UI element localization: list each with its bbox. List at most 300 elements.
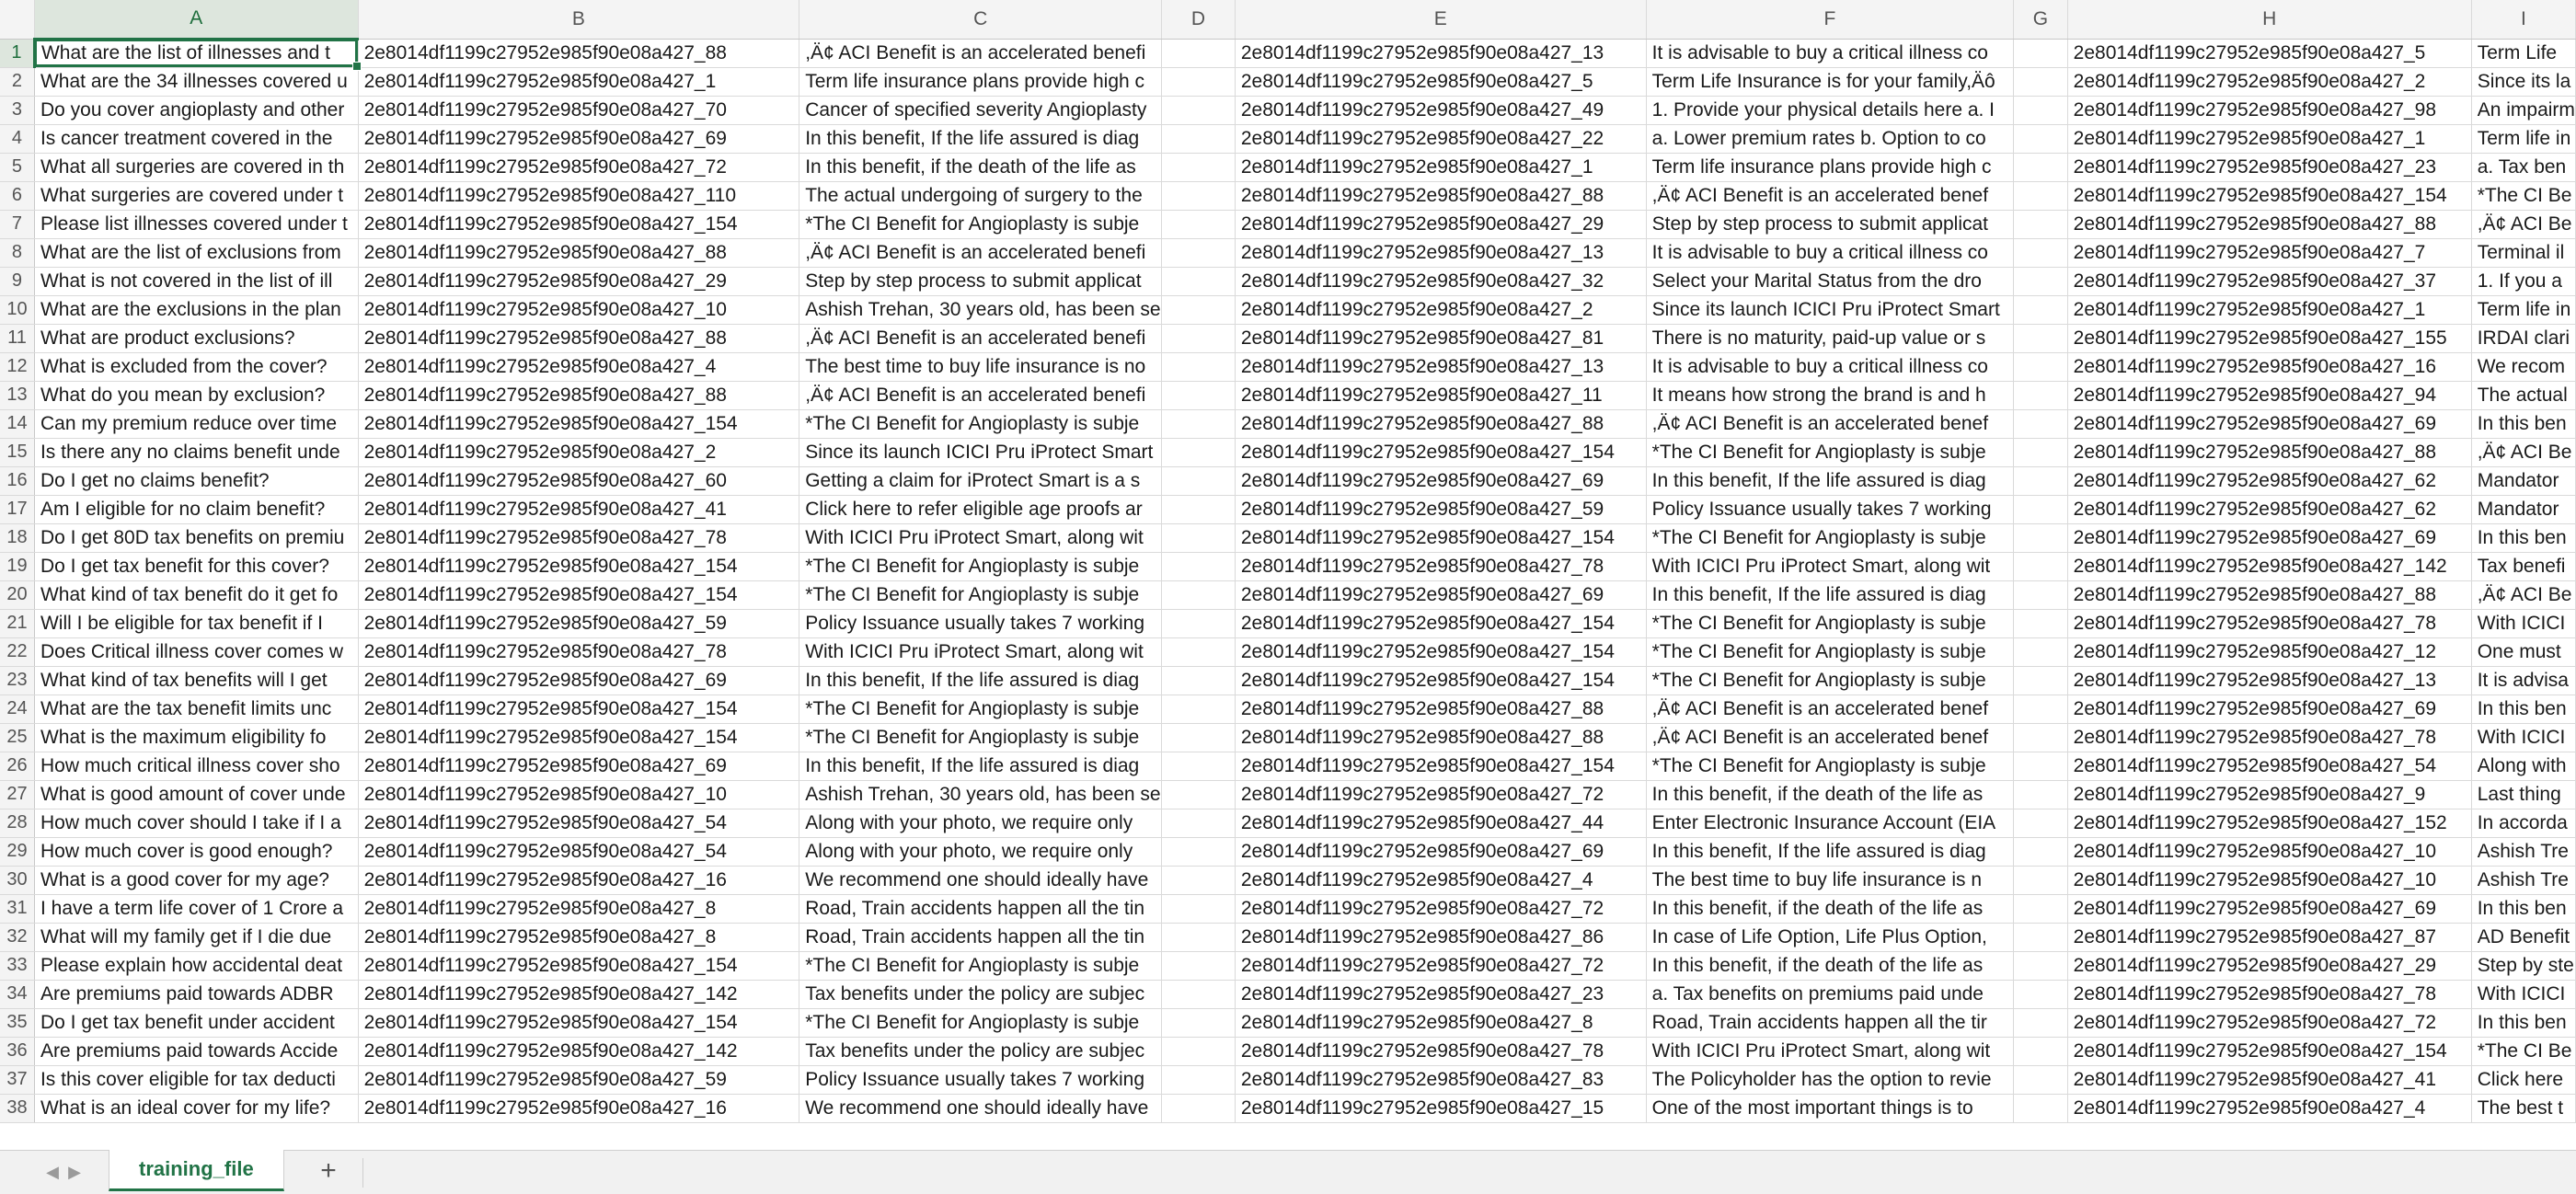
row-header[interactable]: 24 xyxy=(0,695,34,723)
cell[interactable]: 2e8014df1199c27952e985f90e08a427_32 xyxy=(1235,267,1646,295)
cell[interactable] xyxy=(1162,124,1236,153)
cell[interactable]: Are premiums paid towards Accide xyxy=(34,1037,358,1065)
cell[interactable]: 2e8014df1199c27952e985f90e08a427_41 xyxy=(2067,1065,2471,1094)
cell[interactable]: 2e8014df1199c27952e985f90e08a427_54 xyxy=(2067,752,2471,780)
cell[interactable] xyxy=(1162,153,1236,181)
cell[interactable]: Term life insurance plans provide high c xyxy=(1646,153,2013,181)
cell[interactable]: Mandator xyxy=(2471,495,2575,523)
cell[interactable]: What will my family get if I die due xyxy=(34,923,358,951)
cell[interactable]: With ICICI Pru iProtect Smart, along wit xyxy=(799,637,1162,666)
cell[interactable]: 2e8014df1199c27952e985f90e08a427_54 xyxy=(358,837,799,866)
cell[interactable] xyxy=(2014,181,2068,210)
cell[interactable]: 2e8014df1199c27952e985f90e08a427_155 xyxy=(2067,324,2471,352)
column-header-g[interactable]: G xyxy=(2014,0,2068,39)
cell[interactable] xyxy=(1162,1008,1236,1037)
cell[interactable]: 2e8014df1199c27952e985f90e08a427_154 xyxy=(2067,181,2471,210)
cell[interactable] xyxy=(2014,752,2068,780)
cell[interactable]: Term Life Insurance is for your family,Äô xyxy=(1646,67,2013,96)
select-all-corner[interactable] xyxy=(0,0,34,39)
cell[interactable]: 2e8014df1199c27952e985f90e08a427_4 xyxy=(1235,866,1646,894)
cell[interactable]: Tax benefi xyxy=(2471,552,2575,580)
cell[interactable] xyxy=(1162,951,1236,980)
cell[interactable]: What do you mean by exclusion? xyxy=(34,381,358,409)
row-header[interactable]: 2 xyxy=(0,67,34,96)
cell[interactable]: 2e8014df1199c27952e985f90e08a427_88 xyxy=(2067,210,2471,238)
cell[interactable]: 1. If you a xyxy=(2471,267,2575,295)
cell[interactable]: In case of Life Option, Life Plus Option, xyxy=(1646,923,2013,951)
row-header[interactable]: 13 xyxy=(0,381,34,409)
cell[interactable]: 2e8014df1199c27952e985f90e08a427_88 xyxy=(358,39,799,67)
cell[interactable] xyxy=(1162,1065,1236,1094)
cell[interactable]: Step by step process to submit applicat xyxy=(1646,210,2013,238)
cell[interactable]: 2e8014df1199c27952e985f90e08a427_41 xyxy=(358,495,799,523)
cell[interactable] xyxy=(1162,580,1236,609)
cell[interactable]: *The CI Benefit for Angioplasty is subje xyxy=(1646,438,2013,466)
cell[interactable] xyxy=(2014,466,2068,495)
chevron-right-icon[interactable]: ▶ xyxy=(68,1163,81,1181)
cell[interactable]: Ashish Tre xyxy=(2471,866,2575,894)
cell[interactable]: 2e8014df1199c27952e985f90e08a427_22 xyxy=(1235,124,1646,153)
cell[interactable]: 2e8014df1199c27952e985f90e08a427_154 xyxy=(1235,637,1646,666)
cell[interactable]: 2e8014df1199c27952e985f90e08a427_13 xyxy=(1235,352,1646,381)
cell[interactable]: 2e8014df1199c27952e985f90e08a427_8 xyxy=(358,923,799,951)
cell[interactable]: 2e8014df1199c27952e985f90e08a427_88 xyxy=(1235,723,1646,752)
cell[interactable]: 2e8014df1199c27952e985f90e08a427_5 xyxy=(2067,39,2471,67)
cell[interactable]: Does Critical illness cover comes w xyxy=(34,637,358,666)
column-header-f[interactable]: F xyxy=(1646,0,2013,39)
cell[interactable]: 2e8014df1199c27952e985f90e08a427_16 xyxy=(2067,352,2471,381)
cell[interactable]: Is cancer treatment covered in the xyxy=(34,124,358,153)
cell[interactable]: AD Benefit xyxy=(2471,923,2575,951)
row-header[interactable]: 31 xyxy=(0,894,34,923)
cell[interactable] xyxy=(2014,923,2068,951)
cell[interactable] xyxy=(1162,752,1236,780)
cell[interactable]: Do you cover angioplasty and other xyxy=(34,96,358,124)
cell[interactable]: 2e8014df1199c27952e985f90e08a427_54 xyxy=(358,809,799,837)
cell[interactable]: Ashish Tre xyxy=(2471,837,2575,866)
cell[interactable]: 2e8014df1199c27952e985f90e08a427_154 xyxy=(1235,666,1646,695)
cell[interactable]: *The CI Be xyxy=(2471,181,2575,210)
cell[interactable]: 2e8014df1199c27952e985f90e08a427_69 xyxy=(1235,466,1646,495)
cell[interactable] xyxy=(1162,67,1236,96)
cell[interactable]: 2e8014df1199c27952e985f90e08a427_78 xyxy=(2067,723,2471,752)
cell[interactable] xyxy=(2014,723,2068,752)
cell[interactable]: Policy Issuance usually takes 7 working xyxy=(1646,495,2013,523)
cell[interactable]: 2e8014df1199c27952e985f90e08a427_88 xyxy=(358,238,799,267)
cell[interactable]: 2e8014df1199c27952e985f90e08a427_69 xyxy=(1235,837,1646,866)
cell[interactable] xyxy=(1162,238,1236,267)
cell[interactable]: 2e8014df1199c27952e985f90e08a427_10 xyxy=(2067,866,2471,894)
cell[interactable]: 2e8014df1199c27952e985f90e08a427_88 xyxy=(2067,580,2471,609)
row-header[interactable]: 14 xyxy=(0,409,34,438)
row-header[interactable]: 12 xyxy=(0,352,34,381)
cell[interactable]: 2e8014df1199c27952e985f90e08a427_12 xyxy=(2067,637,2471,666)
cell[interactable]: Term life in xyxy=(2471,295,2575,324)
cell[interactable]: With ICICI Pru iProtect Smart, along wit xyxy=(1646,1037,2013,1065)
cell[interactable]: a. Tax ben xyxy=(2471,153,2575,181)
cell[interactable]: 2e8014df1199c27952e985f90e08a427_154 xyxy=(358,1008,799,1037)
cell[interactable]: Road, Train accidents happen all the tin xyxy=(799,894,1162,923)
cell[interactable] xyxy=(1162,552,1236,580)
cell[interactable]: ,Ä¢ ACI Benefit is an accelerated benefi xyxy=(799,39,1162,67)
cell[interactable] xyxy=(2014,1037,2068,1065)
cell[interactable]: The Policyholder has the option to revie xyxy=(1646,1065,2013,1094)
cell[interactable]: 2e8014df1199c27952e985f90e08a427_70 xyxy=(358,96,799,124)
cell[interactable]: 2e8014df1199c27952e985f90e08a427_88 xyxy=(1235,695,1646,723)
row-header[interactable]: 28 xyxy=(0,809,34,837)
cell[interactable]: 2e8014df1199c27952e985f90e08a427_2 xyxy=(2067,67,2471,96)
cell[interactable]: What surgeries are covered under t xyxy=(34,181,358,210)
cell[interactable]: 2e8014df1199c27952e985f90e08a427_29 xyxy=(1235,210,1646,238)
cell[interactable]: Do I get 80D tax benefits on premiu xyxy=(34,523,358,552)
cell[interactable]: *The CI Benefit for Angioplasty is subje xyxy=(799,552,1162,580)
cell[interactable]: 2e8014df1199c27952e985f90e08a427_37 xyxy=(2067,267,2471,295)
cell[interactable] xyxy=(2014,1094,2068,1122)
cell[interactable]: ,Ä¢ ACI Be xyxy=(2471,438,2575,466)
cell[interactable]: 2e8014df1199c27952e985f90e08a427_8 xyxy=(358,894,799,923)
cell[interactable]: Tax benefits under the policy are subjec xyxy=(799,980,1162,1008)
cell[interactable]: Do I get tax benefit for this cover? xyxy=(34,552,358,580)
cell[interactable]: *The CI Benefit for Angioplasty is subje xyxy=(1646,637,2013,666)
add-sheet-button[interactable]: + xyxy=(320,1155,337,1186)
cell[interactable]: 2e8014df1199c27952e985f90e08a427_154 xyxy=(358,552,799,580)
cell[interactable] xyxy=(1162,352,1236,381)
cell[interactable] xyxy=(2014,809,2068,837)
cell[interactable]: 2e8014df1199c27952e985f90e08a427_78 xyxy=(1235,552,1646,580)
cell[interactable] xyxy=(2014,695,2068,723)
cell[interactable]: 2e8014df1199c27952e985f90e08a427_62 xyxy=(2067,495,2471,523)
cell[interactable] xyxy=(2014,837,2068,866)
cell[interactable]: 2e8014df1199c27952e985f90e08a427_2 xyxy=(358,438,799,466)
cell[interactable]: 2e8014df1199c27952e985f90e08a427_154 xyxy=(358,580,799,609)
row-header[interactable]: 17 xyxy=(0,495,34,523)
cell[interactable]: In this ben xyxy=(2471,894,2575,923)
cell[interactable] xyxy=(2014,980,2068,1008)
cell[interactable]: 2e8014df1199c27952e985f90e08a427_78 xyxy=(358,637,799,666)
cell[interactable]: *The CI Benefit for Angioplasty is subje xyxy=(1646,609,2013,637)
cell[interactable]: 2e8014df1199c27952e985f90e08a427_5 xyxy=(1235,67,1646,96)
cell[interactable]: With ICICI xyxy=(2471,609,2575,637)
cell[interactable]: 2e8014df1199c27952e985f90e08a427_88 xyxy=(358,324,799,352)
cell[interactable]: Since its la xyxy=(2471,67,2575,96)
cell[interactable] xyxy=(1162,210,1236,238)
cell[interactable]: With ICICI xyxy=(2471,723,2575,752)
cell[interactable]: How much cover should I take if I a xyxy=(34,809,358,837)
cell[interactable]: 2e8014df1199c27952e985f90e08a427_142 xyxy=(358,980,799,1008)
column-header-d[interactable]: D xyxy=(1162,0,1236,39)
cell[interactable]: In this ben xyxy=(2471,695,2575,723)
cell[interactable]: 1. Provide your physical details here a. I xyxy=(1646,96,2013,124)
cell[interactable]: 2e8014df1199c27952e985f90e08a427_69 xyxy=(1235,580,1646,609)
cell[interactable] xyxy=(2014,951,2068,980)
cell[interactable] xyxy=(2014,67,2068,96)
cell[interactable]: a. Lower premium rates b. Option to co xyxy=(1646,124,2013,153)
cell[interactable]: One must xyxy=(2471,637,2575,666)
cell[interactable]: 2e8014df1199c27952e985f90e08a427_81 xyxy=(1235,324,1646,352)
cell[interactable] xyxy=(1162,780,1236,809)
cell[interactable]: Are premiums paid towards ADBR xyxy=(34,980,358,1008)
cell[interactable]: *The CI Benefit for Angioplasty is subje xyxy=(799,695,1162,723)
cell[interactable] xyxy=(1162,609,1236,637)
row-header[interactable]: 10 xyxy=(0,295,34,324)
cell[interactable] xyxy=(2014,637,2068,666)
cell[interactable]: 2e8014df1199c27952e985f90e08a427_16 xyxy=(358,866,799,894)
cell[interactable]: 2e8014df1199c27952e985f90e08a427_142 xyxy=(2067,552,2471,580)
cell[interactable]: 2e8014df1199c27952e985f90e08a427_29 xyxy=(358,267,799,295)
cell[interactable]: ,Ä¢ ACI Benefit is an accelerated benefi xyxy=(799,381,1162,409)
cell[interactable] xyxy=(1162,695,1236,723)
cell[interactable]: 2e8014df1199c27952e985f90e08a427_94 xyxy=(2067,381,2471,409)
row-header[interactable]: 18 xyxy=(0,523,34,552)
cell[interactable]: It means how strong the brand is and h xyxy=(1646,381,2013,409)
cell[interactable]: 2e8014df1199c27952e985f90e08a427_154 xyxy=(358,723,799,752)
cell[interactable]: *The CI Benefit for Angioplasty is subje xyxy=(799,951,1162,980)
cell[interactable]: Step by step process to submit applicat xyxy=(799,267,1162,295)
cell[interactable]: 2e8014df1199c27952e985f90e08a427_10 xyxy=(358,295,799,324)
cell[interactable] xyxy=(1162,324,1236,352)
cell[interactable]: Terminal il xyxy=(2471,238,2575,267)
active-cell[interactable]: What are the list of illnesses and t xyxy=(34,39,358,67)
cell[interactable]: 2e8014df1199c27952e985f90e08a427_10 xyxy=(2067,837,2471,866)
cell[interactable] xyxy=(1162,495,1236,523)
cell[interactable]: We recommend one should ideally have xyxy=(799,866,1162,894)
cell[interactable] xyxy=(2014,96,2068,124)
cell[interactable]: Am I eligible for no claim benefit? xyxy=(34,495,358,523)
cell[interactable]: I have a term life cover of 1 Crore a xyxy=(34,894,358,923)
cell[interactable]: 2e8014df1199c27952e985f90e08a427_87 xyxy=(2067,923,2471,951)
cell[interactable] xyxy=(2014,523,2068,552)
cell[interactable]: With ICICI Pru iProtect Smart, along wit xyxy=(1646,552,2013,580)
cell[interactable]: In this benefit, If the life assured is diag xyxy=(1646,466,2013,495)
cell[interactable]: 2e8014df1199c27952e985f90e08a427_44 xyxy=(1235,809,1646,837)
cell[interactable] xyxy=(2014,267,2068,295)
cell[interactable]: 2e8014df1199c27952e985f90e08a427_78 xyxy=(2067,980,2471,1008)
cell[interactable]: 2e8014df1199c27952e985f90e08a427_69 xyxy=(358,666,799,695)
cell[interactable]: In this benefit, if the death of the life as xyxy=(1646,951,2013,980)
cell[interactable] xyxy=(2014,295,2068,324)
row-header[interactable]: 37 xyxy=(0,1065,34,1094)
cell[interactable]: Is there any no claims benefit unde xyxy=(34,438,358,466)
cell[interactable]: Cancer of specified severity Angioplasty xyxy=(799,96,1162,124)
cell[interactable]: Is this cover eligible for tax deducti xyxy=(34,1065,358,1094)
cell[interactable]: 2e8014df1199c27952e985f90e08a427_69 xyxy=(2067,894,2471,923)
cell[interactable]: In accorda xyxy=(2471,809,2575,837)
cell[interactable]: In this benefit, if the death of the life as xyxy=(799,153,1162,181)
cell[interactable] xyxy=(1162,523,1236,552)
cell[interactable]: Road, Train accidents happen all the tir xyxy=(1646,1008,2013,1037)
row-header[interactable]: 11 xyxy=(0,324,34,352)
cell[interactable]: Policy Issuance usually takes 7 working xyxy=(799,1065,1162,1094)
column-header-e[interactable]: E xyxy=(1235,0,1646,39)
cell[interactable]: Ashish Trehan, 30 years old, has been se xyxy=(799,295,1162,324)
cell[interactable] xyxy=(2014,324,2068,352)
cell[interactable]: *The CI Benefit for Angioplasty is subje xyxy=(799,580,1162,609)
cell[interactable]: Click here xyxy=(2471,1065,2575,1094)
cell[interactable]: Please list illnesses covered under t xyxy=(34,210,358,238)
cell[interactable]: 2e8014df1199c27952e985f90e08a427_142 xyxy=(358,1037,799,1065)
cell[interactable]: 2e8014df1199c27952e985f90e08a427_49 xyxy=(1235,96,1646,124)
cell[interactable]: 2e8014df1199c27952e985f90e08a427_154 xyxy=(358,951,799,980)
cell[interactable]: 2e8014df1199c27952e985f90e08a427_78 xyxy=(358,523,799,552)
cell[interactable]: 2e8014df1199c27952e985f90e08a427_13 xyxy=(2067,666,2471,695)
row-header[interactable]: 16 xyxy=(0,466,34,495)
cell[interactable]: 2e8014df1199c27952e985f90e08a427_154 xyxy=(358,695,799,723)
cell[interactable]: Along with xyxy=(2471,752,2575,780)
cell[interactable]: 2e8014df1199c27952e985f90e08a427_98 xyxy=(2067,96,2471,124)
cell[interactable]: What are the 34 illnesses covered u xyxy=(34,67,358,96)
column-header-c[interactable]: C xyxy=(799,0,1162,39)
column-header-b[interactable]: B xyxy=(358,0,799,39)
cell[interactable]: Last thing xyxy=(2471,780,2575,809)
cell[interactable]: ,Ä¢ ACI Be xyxy=(2471,210,2575,238)
cell[interactable]: Term life in xyxy=(2471,124,2575,153)
row-header[interactable]: 1 xyxy=(0,39,34,67)
row-header[interactable]: 19 xyxy=(0,552,34,580)
cell[interactable]: In this ben xyxy=(2471,523,2575,552)
column-header-i[interactable]: I xyxy=(2471,0,2575,39)
cell[interactable] xyxy=(1162,980,1236,1008)
cell[interactable] xyxy=(1162,295,1236,324)
cell[interactable] xyxy=(1162,723,1236,752)
row-header[interactable]: 15 xyxy=(0,438,34,466)
cell[interactable] xyxy=(1162,837,1236,866)
cell[interactable]: 2e8014df1199c27952e985f90e08a427_8 xyxy=(1235,1008,1646,1037)
cell[interactable]: Policy Issuance usually takes 7 working xyxy=(799,609,1162,637)
cell[interactable]: 2e8014df1199c27952e985f90e08a427_23 xyxy=(1235,980,1646,1008)
cell[interactable]: ,Ä¢ ACI Benefit is an accelerated benef xyxy=(1646,723,2013,752)
cell[interactable]: 2e8014df1199c27952e985f90e08a427_154 xyxy=(358,210,799,238)
cell[interactable]: An impairm xyxy=(2471,96,2575,124)
cell[interactable]: 2e8014df1199c27952e985f90e08a427_69 xyxy=(358,752,799,780)
cell[interactable] xyxy=(2014,666,2068,695)
cell[interactable]: The best time to buy life insurance is n xyxy=(1646,866,2013,894)
cell[interactable]: 2e8014df1199c27952e985f90e08a427_72 xyxy=(358,153,799,181)
cell[interactable]: Since its launch ICICI Pru iProtect Smart xyxy=(799,438,1162,466)
cell[interactable]: In this benefit, If the life assured is diag xyxy=(1646,837,2013,866)
row-header[interactable]: 20 xyxy=(0,580,34,609)
cell[interactable]: It is advisable to buy a critical illness co xyxy=(1646,238,2013,267)
cell[interactable]: 2e8014df1199c27952e985f90e08a427_154 xyxy=(1235,609,1646,637)
cell[interactable]: *The CI Benefit for Angioplasty is subje xyxy=(799,723,1162,752)
cell[interactable] xyxy=(1162,1037,1236,1065)
cell[interactable]: 2e8014df1199c27952e985f90e08a427_4 xyxy=(358,352,799,381)
cell[interactable]: IRDAI clari xyxy=(2471,324,2575,352)
cell[interactable]: 2e8014df1199c27952e985f90e08a427_69 xyxy=(2067,523,2471,552)
cell[interactable]: 2e8014df1199c27952e985f90e08a427_15 xyxy=(1235,1094,1646,1122)
cell[interactable] xyxy=(1162,267,1236,295)
cell[interactable]: How much cover is good enough? xyxy=(34,837,358,866)
cell[interactable]: In this benefit, if the death of the life as xyxy=(1646,780,2013,809)
cell[interactable]: We recom xyxy=(2471,352,2575,381)
cell[interactable]: 2e8014df1199c27952e985f90e08a427_10 xyxy=(358,780,799,809)
cell[interactable]: Do I get tax benefit under accident xyxy=(34,1008,358,1037)
cell[interactable]: The actual xyxy=(2471,381,2575,409)
cell[interactable]: *The CI Benefit for Angioplasty is subje xyxy=(799,210,1162,238)
cell[interactable] xyxy=(2014,438,2068,466)
row-header[interactable]: 9 xyxy=(0,267,34,295)
cell[interactable]: 2e8014df1199c27952e985f90e08a427_88 xyxy=(358,381,799,409)
cell[interactable]: 2e8014df1199c27952e985f90e08a427_154 xyxy=(2067,1037,2471,1065)
cell[interactable]: ,Ä¢ ACI Benefit is an accelerated benef xyxy=(1646,409,2013,438)
cell[interactable]: The actual undergoing of surgery to the xyxy=(799,181,1162,210)
column-header-h[interactable]: H xyxy=(2067,0,2471,39)
cell[interactable]: In this benefit, if the death of the life as xyxy=(1646,894,2013,923)
cell[interactable]: ,Ä¢ ACI Benefit is an accelerated benef xyxy=(1646,695,2013,723)
row-header[interactable]: 33 xyxy=(0,951,34,980)
cell[interactable]: 2e8014df1199c27952e985f90e08a427_69 xyxy=(2067,695,2471,723)
cell[interactable]: What kind of tax benefit do it get fo xyxy=(34,580,358,609)
cell[interactable]: Ashish Trehan, 30 years old, has been se xyxy=(799,780,1162,809)
cell[interactable]: 2e8014df1199c27952e985f90e08a427_1 xyxy=(1235,153,1646,181)
cell[interactable]: Mandator xyxy=(2471,466,2575,495)
row-header[interactable]: 34 xyxy=(0,980,34,1008)
cell[interactable]: In this benefit, If the life assured is diag xyxy=(1646,580,2013,609)
cell[interactable]: 2e8014df1199c27952e985f90e08a427_72 xyxy=(1235,951,1646,980)
cell[interactable]: 2e8014df1199c27952e985f90e08a427_78 xyxy=(2067,609,2471,637)
cell[interactable]: Will I be eligible for tax benefit if I xyxy=(34,609,358,637)
cell[interactable]: With ICICI Pru iProtect Smart, along wit xyxy=(799,523,1162,552)
row-header[interactable]: 32 xyxy=(0,923,34,951)
cell[interactable]: In this benefit, If the life assured is diag xyxy=(799,124,1162,153)
cell[interactable]: 2e8014df1199c27952e985f90e08a427_60 xyxy=(358,466,799,495)
cell[interactable]: What is a good cover for my age? xyxy=(34,866,358,894)
cell[interactable] xyxy=(2014,381,2068,409)
cell[interactable]: 2e8014df1199c27952e985f90e08a427_59 xyxy=(358,1065,799,1094)
cell[interactable]: With ICICI xyxy=(2471,980,2575,1008)
cell[interactable]: In this benefit, If the life assured is diag xyxy=(799,666,1162,695)
cell[interactable]: 2e8014df1199c27952e985f90e08a427_154 xyxy=(1235,752,1646,780)
cell[interactable] xyxy=(2014,495,2068,523)
cell[interactable]: *The CI Benefit for Angioplasty is subje xyxy=(799,1008,1162,1037)
cell[interactable]: There is no maturity, paid-up value or s xyxy=(1646,324,2013,352)
cell[interactable] xyxy=(1162,466,1236,495)
cell[interactable]: 2e8014df1199c27952e985f90e08a427_154 xyxy=(1235,438,1646,466)
cell[interactable]: What is an ideal cover for my life? xyxy=(34,1094,358,1122)
cell[interactable] xyxy=(1162,637,1236,666)
cell[interactable]: Step by ste xyxy=(2471,951,2575,980)
cell[interactable]: Along with your photo, we require only xyxy=(799,837,1162,866)
cell[interactable] xyxy=(2014,39,2068,67)
cell[interactable]: 2e8014df1199c27952e985f90e08a427_1 xyxy=(2067,295,2471,324)
fill-handle[interactable] xyxy=(352,62,362,71)
row-header[interactable]: 36 xyxy=(0,1037,34,1065)
cell[interactable]: What are the tax benefit limits unc xyxy=(34,695,358,723)
cell[interactable]: 2e8014df1199c27952e985f90e08a427_154 xyxy=(1235,523,1646,552)
row-header[interactable]: 30 xyxy=(0,866,34,894)
cell[interactable]: Since its launch ICICI Pru iProtect Smart xyxy=(1646,295,2013,324)
cell[interactable]: What are product exclusions? xyxy=(34,324,358,352)
cell[interactable]: 2e8014df1199c27952e985f90e08a427_7 xyxy=(2067,238,2471,267)
cell[interactable]: 2e8014df1199c27952e985f90e08a427_16 xyxy=(358,1094,799,1122)
cell[interactable]: 2e8014df1199c27952e985f90e08a427_9 xyxy=(2067,780,2471,809)
cell[interactable]: 2e8014df1199c27952e985f90e08a427_72 xyxy=(1235,894,1646,923)
cell[interactable] xyxy=(2014,552,2068,580)
sheet-tab-training-file[interactable]: training_file xyxy=(109,1150,284,1191)
cell[interactable]: ,Ä¢ ACI Be xyxy=(2471,580,2575,609)
cell[interactable]: 2e8014df1199c27952e985f90e08a427_152 xyxy=(2067,809,2471,837)
cell[interactable]: 2e8014df1199c27952e985f90e08a427_2 xyxy=(1235,295,1646,324)
cell[interactable]: ,Ä¢ ACI Benefit is an accelerated benefi xyxy=(799,324,1162,352)
cell[interactable]: 2e8014df1199c27952e985f90e08a427_69 xyxy=(2067,409,2471,438)
cell[interactable]: 2e8014df1199c27952e985f90e08a427_72 xyxy=(2067,1008,2471,1037)
cell[interactable]: 2e8014df1199c27952e985f90e08a427_69 xyxy=(358,124,799,153)
cell[interactable]: Enter Electronic Insurance Account (EIA xyxy=(1646,809,2013,837)
row-header[interactable]: 22 xyxy=(0,637,34,666)
cell[interactable] xyxy=(1162,438,1236,466)
cell[interactable]: How much critical illness cover sho xyxy=(34,752,358,780)
cell[interactable] xyxy=(2014,238,2068,267)
cell[interactable]: What all surgeries are covered in th xyxy=(34,153,358,181)
